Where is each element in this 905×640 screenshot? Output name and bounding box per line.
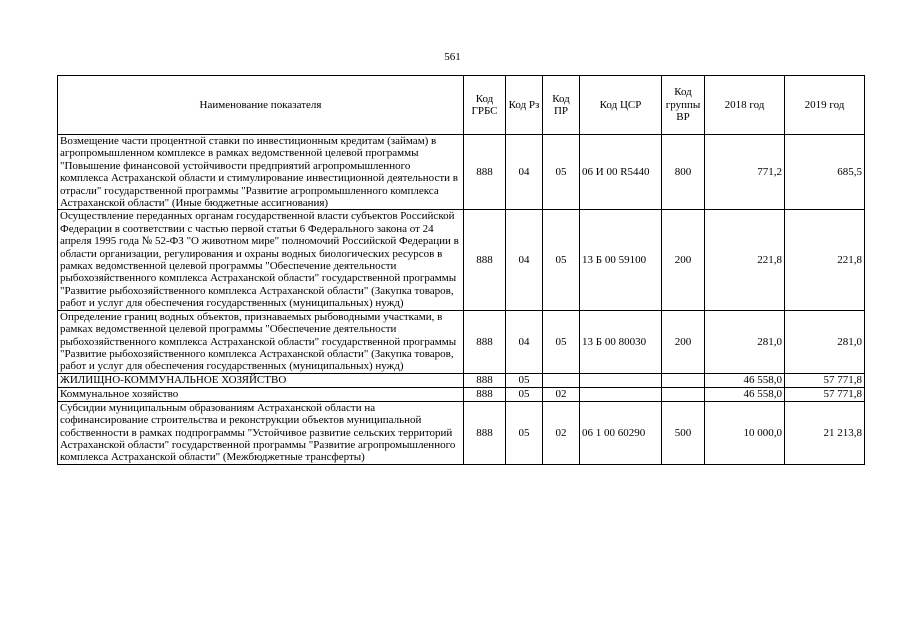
header-2018: 2018 год <box>705 76 785 135</box>
row-pr: 02 <box>543 387 580 401</box>
row-2018: 46 558,0 <box>705 387 785 401</box>
header-rz: Код Рз <box>506 76 543 135</box>
row-pr: 05 <box>543 210 580 310</box>
row-2018: 771,2 <box>705 135 785 210</box>
row-rz: 05 <box>506 401 543 464</box>
row-vr <box>662 373 705 387</box>
row-grbs: 888 <box>464 387 506 401</box>
header-name: Наименование показателя <box>58 76 464 135</box>
row-pr <box>543 373 580 387</box>
table-row <box>58 387 865 401</box>
row-pr: 05 <box>543 310 580 373</box>
row-name: Осуществление переданных органам государственной власти субъектов Российской Федерации в соответствии с частью первой статьи 6 Федерального закона от 24 апреля 1995 года № 52-ФЗ "О животном мире" полномочий Российской Федерации в области организации, регулирования и охраны водных биологических ресурсов в рамках ведомственной целевой программы "Обеспечение деятельности рыбохозяйственного комплекса Астраханской области" государственной программы "Развитие рыбохозяйственного комплекса Астраханской области" (Закупка товаров, работ и услуг для обеспечения государственных (муниципальных) нужд) <box>58 210 464 310</box>
row-name: ЖИЛИЩНО-КОММУНАЛЬНОЕ ХОЗЯЙСТВО <box>58 373 464 387</box>
row-pr: 05 <box>543 135 580 210</box>
row-grbs: 888 <box>464 310 506 373</box>
header-csr: Код ЦСР <box>580 76 662 135</box>
row-rz: 04 <box>506 310 543 373</box>
row-2018: 221,8 <box>705 210 785 310</box>
header-row <box>58 76 865 135</box>
row-2019: 57 771,8 <box>785 387 865 401</box>
row-csr: 13 Б 00 80030 <box>580 310 662 373</box>
row-vr: 200 <box>662 310 705 373</box>
row-vr: 200 <box>662 210 705 310</box>
header-pr: Код ПР <box>543 76 580 135</box>
row-2018: 281,0 <box>705 310 785 373</box>
row-rz: 04 <box>506 210 543 310</box>
header-2019: 2019 год <box>785 76 865 135</box>
row-2018: 10 000,0 <box>705 401 785 464</box>
row-rz: 05 <box>506 373 543 387</box>
header-grbs: Код ГРБС <box>464 76 506 135</box>
row-name: Субсидии муниципальным образованиям Астраханской области на софинансирование строительства и реконструкции объектов муниципальной собственности в рамках подпрограммы "Устойчивое развитие сельских территорий Астраханской области" государственной программы "Развитие агропромышленного комплекса Астраханской области" (Межбюджетные трансферты) <box>58 401 464 464</box>
row-grbs: 888 <box>464 373 506 387</box>
page-number: 561 <box>444 51 461 63</box>
table-row <box>58 135 865 210</box>
row-2019: 57 771,8 <box>785 373 865 387</box>
row-2019: 685,5 <box>785 135 865 210</box>
row-2019: 21 213,8 <box>785 401 865 464</box>
row-name: Коммунальное хозяйство <box>58 387 464 401</box>
budget-table <box>57 75 865 465</box>
row-grbs: 888 <box>464 135 506 210</box>
row-csr: 06 И 00 R5440 <box>580 135 662 210</box>
row-rz: 05 <box>506 387 543 401</box>
row-rz: 04 <box>506 135 543 210</box>
row-2019: 221,8 <box>785 210 865 310</box>
row-2018: 46 558,0 <box>705 373 785 387</box>
row-grbs: 888 <box>464 210 506 310</box>
row-csr: 06 1 00 60290 <box>580 401 662 464</box>
row-csr <box>580 387 662 401</box>
table-row <box>58 373 865 387</box>
row-pr: 02 <box>543 401 580 464</box>
row-vr: 800 <box>662 135 705 210</box>
row-grbs: 888 <box>464 401 506 464</box>
row-name: Определение границ водных объектов, признаваемых рыбоводными участками, в рамках ведомственной целевой программы "Обеспечение деятельности рыбохозяйственного комплекса Астраханской области" государственной программы "Развитие рыбохозяйственного комплекса Астраханской области" (Закупка товаров, работ и услуг для обеспечения государственных (муниципальных) нужд) <box>58 310 464 373</box>
table-row <box>58 401 865 464</box>
table-row <box>58 210 865 310</box>
row-csr: 13 Б 00 59100 <box>580 210 662 310</box>
row-vr: 500 <box>662 401 705 464</box>
row-vr <box>662 387 705 401</box>
row-name: Возмещение части процентной ставки по инвестиционным кредитам (займам) в агропромышленном комплексе в рамках ведомственной целевой программы "Повышение финансовой устойчивости предприятий агропромышленного комплекса Астраханской области и стимулирование инвестиционной деятельности в отрасли" государственной программы "Развитие агропромышленного комплекса Астраханской области" (Иные бюджетные ассигнования) <box>58 135 464 210</box>
table-row <box>58 310 865 373</box>
row-2019: 281,0 <box>785 310 865 373</box>
header-vr: Код группы ВР <box>662 76 705 135</box>
row-csr <box>580 373 662 387</box>
